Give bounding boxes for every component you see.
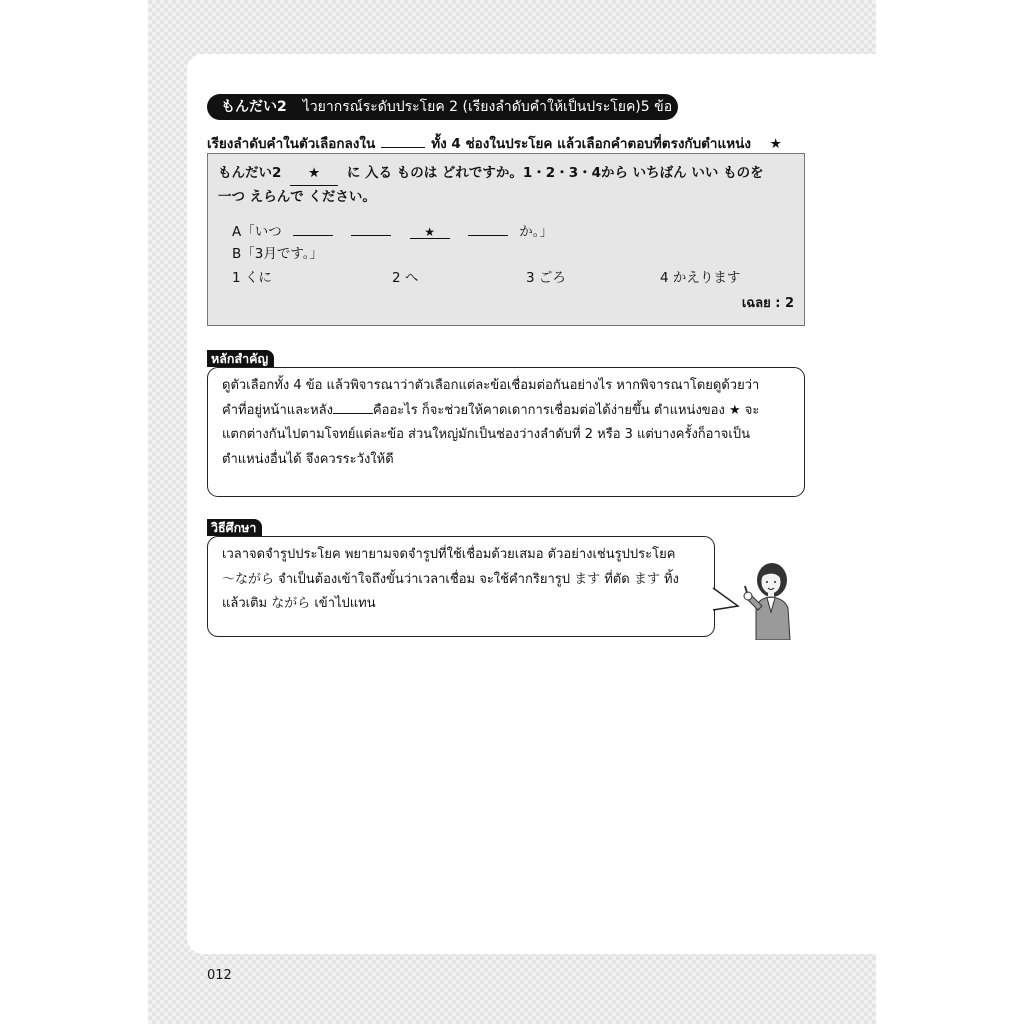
answer-blank-4 [468,221,508,236]
answer-blank-2 [351,221,391,236]
dialog-a-end: か。」 [519,224,553,240]
answer-blank-1 [293,221,333,236]
key-point-line-3: แตกต่างกันไปตามโจทย์แต่ละข้อ ส่วนใหญ่มักเป็นช่องว่างลำดับที่ 2 หรือ 3 แต่บางครั้งก็อาจเป็น [222,427,750,442]
key-point-blank [333,399,373,414]
key-point-line-2 [222,399,790,424]
question-prompt [218,162,796,209]
example-question-box [207,153,805,326]
study-method-label: วิธีศึกษา [207,519,262,536]
key-point-box [207,367,805,497]
star-blank [290,162,338,186]
page-number: 012 [207,968,232,983]
study-method-box [207,536,715,637]
choice-1: 1 くに [232,270,272,286]
answer-label: เฉลย : 2 [741,296,794,311]
key-point-label: หลักสำคัญ [207,350,274,367]
teacher-illustration-icon [738,556,798,640]
key-point-line-1: ดูตัวเลือกทั้ง 4 ข้อ แล้วพิจารณาว่าตัวเลือกแต่ละข้อเชื่อมต่อกันอย่างไร หากพิจารณาโดยดูด้วยว่า [222,378,760,393]
dialog-a-start: A「いつ [232,224,282,240]
section-title: ไวยากรณ์ระดับประโยค 2 (เรียงลำดับคำให้เป็นประโยค) [302,99,641,115]
star-icon: ★ [769,136,782,152]
study-line-2: ～ながら จำเป็นต้องเข้าใจถึงขั้นว่าเวลาเชื่อม จะใช้คำกริยารูป ます ที่ตัด ます ทิ้ง [222,571,679,587]
choice-4: 4 かえります [660,270,741,286]
study-line-1: เวลาจดจำรูปประโยค พยายามจดจำรูปที่ใช้เชื่อมด้วยเสมอ ตัวอย่างเช่นรูปประโยค [222,547,676,562]
dialog-line-b: B「3月です。」 [232,246,324,262]
choice-3: 3 ごろ [526,270,566,286]
choice-2: 2 へ [392,270,419,286]
star-icon: ★ [308,165,321,181]
instruction-text-start: เรียงลำดับคำในตัวเลือกลงใน [207,136,376,152]
question-prefix: もんだい2 [218,165,282,181]
section-number: もんだい2 [221,99,287,115]
star-icon: ★ [424,225,436,239]
study-line-3: แล้วเติม ながら เข้าไปแทน [222,596,376,611]
answer-blank-star [410,224,450,239]
question-count: 5 ข้อ [640,99,673,115]
key-point-line-2-start: คำที่อยู่หน้าและหลัง [222,402,333,418]
question-line1: に 入る ものは どれですか。1・2・3・4から いちばん いい ものを [346,165,764,181]
instruction-blank [381,135,425,148]
instruction-text-end: ทั้ง 4 ช่องในประโยค แล้วเลือกคำตอบที่ตรงกับตำแหน่ง [431,136,751,152]
question-line2: 一つ えらんで ください。 [218,189,376,205]
key-point-line-4: ตำแหน่งอื่นได้ จึงควรระวังให้ดี [222,451,394,467]
section-header [207,94,678,120]
dialog-line-a [232,220,553,240]
key-point-line-2-end: คืออะไร ก็จะช่วยให้คาดเดาการเชื่อมต่อได้ง่ายขึ้น ตำแหน่งของ ★ จะ [372,402,760,418]
